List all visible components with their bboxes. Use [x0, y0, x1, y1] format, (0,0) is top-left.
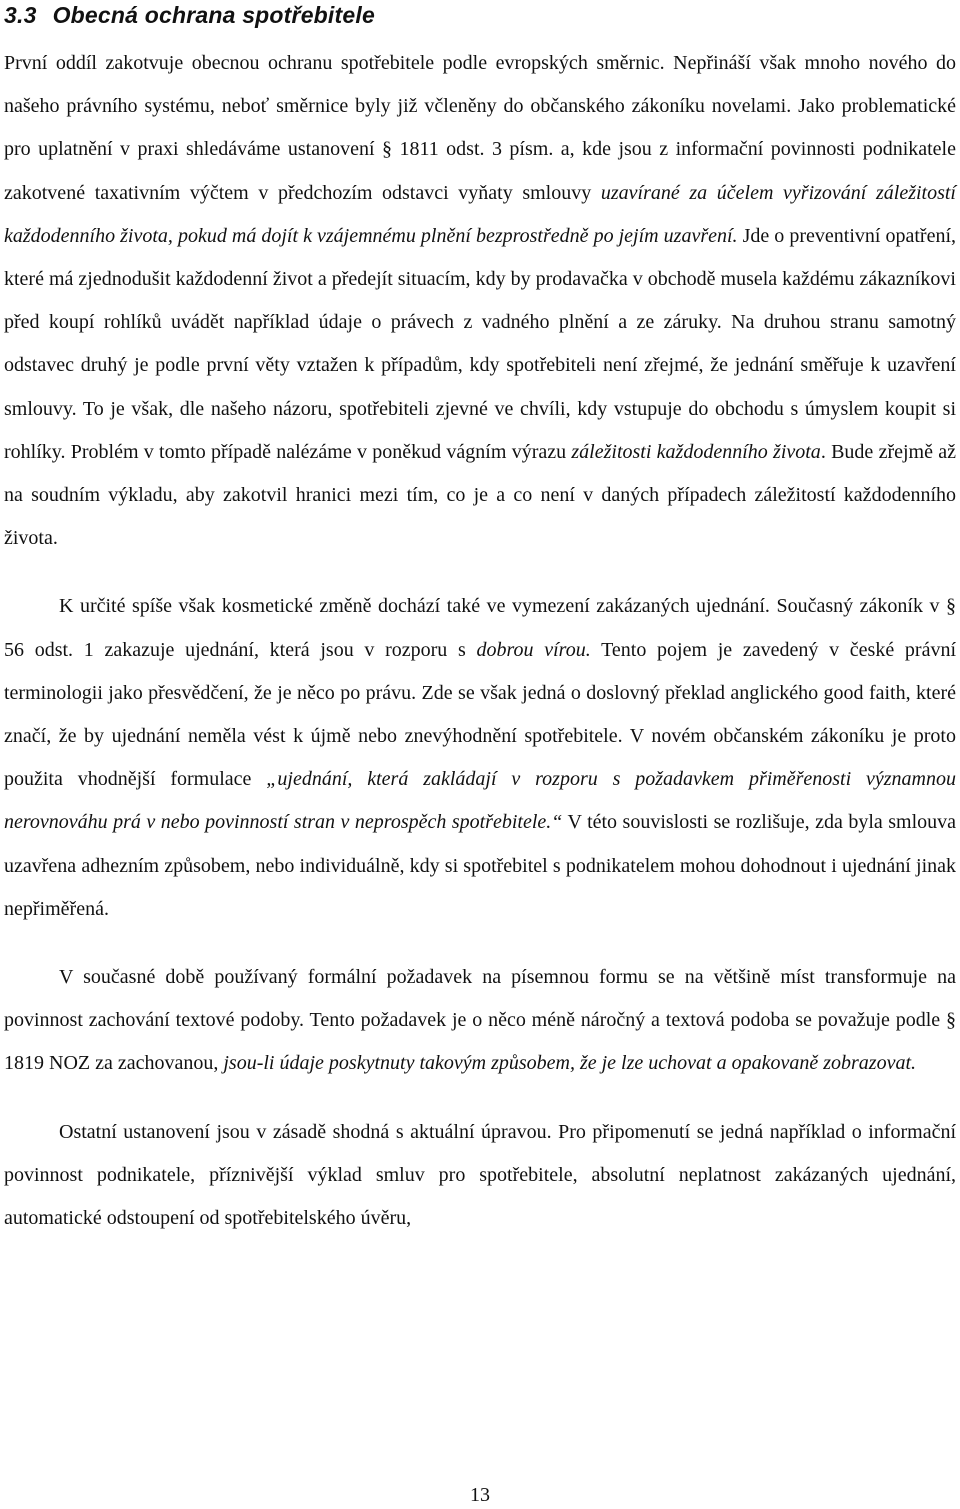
paragraph-2-text-a: K určité spíše však kosmetické změně dochází také ve vymezení zakázaných ujednání. Současný zákoník v § 56 odst. 1 zakazuje ujednání, která jsou v rozporu s [4, 595, 956, 661]
paragraph-4 [4, 1111, 956, 1241]
paragraph-4-text-a: Ostatní ustanovení jsou v zásadě shodná s aktuální úpravou. Pro připomenutí se jedná například o informační povinnost podnikatele, příznivější výklad smluv pro spotřebitele, absolutní neplatnost zakázaných ujednání, automatické odstoupení od spotřebitelského úvěru, [4, 1120, 956, 1230]
section-heading [4, 0, 956, 42]
paragraph-1 [4, 42, 956, 560]
paragraph-3 [4, 956, 956, 1086]
section-title: Obecná ochrana spotřebitele [52, 2, 375, 28]
paragraph-2-quote-a: dobrou vírou. [476, 638, 591, 661]
paragraph-1-text-c: . Bude zřejmě až na soudním výkladu, aby zakotvil hranici mezi tím, co je a co není v daných případech záležitostí každodenního života. [4, 440, 957, 550]
paragraph-gap [4, 931, 956, 956]
paragraph-2-text-b: Tento pojem je zavedený v české právní terminologii jako přesvědčení, že je něco po právu. Zde se však jedná o doslovný překlad anglického good faith, které značí, že by ujednání neměla vést k újmě nebo znevýhodnění spotřebitele. V novém občanském zákoníku je proto použita vhodnější formulace [4, 638, 957, 791]
paragraph-1-quote-a: uzavírané za účelem vyřizování záležitostí každodenního života, pokud má dojít k vzájemnému plnění bezprostředně po jejím uzavření. [4, 181, 956, 247]
paragraph-3-quote-a: jsou-li údaje poskytnuty takovým způsobem, že je lze uchovat a opakovaně zobrazovat. [223, 1052, 917, 1075]
paragraph-3-text-a: V současné době používaný formální požadavek na písemnou formu se na většině míst transformuje na povinnost zachování textové podoby. Tento požadavek je o něco méně náročný a textová podoba se považuje podle § 1819 NOZ za zachovanou, [4, 966, 956, 1075]
document-page [4, 0, 956, 1509]
paragraph-2-text-c: V této souvislosti se rozlišuje, zda byla smlouva uzavřena adhezním způsobem, nebo individuálně, kdy si spotřebitel s podnikatelem mohou dohodnout i ujednání jinak nepřiměřená. [4, 811, 957, 920]
paragraph-gap [4, 1086, 956, 1111]
paragraph-2-quote-b: „ujednání, která zakládají v rozporu s požadavkem přiměřenosti významnou nerovnováhu prá v nebo povinností stran v neprospěch spotřebitele.“ [4, 768, 956, 834]
paragraph-1-quote-b: záležitosti každodenního života [571, 440, 821, 463]
paragraph-gap [4, 560, 956, 585]
page-number: 13 [470, 1484, 490, 1506]
paragraph-1-text-b: Jde o preventivní opatření, které má zjednodušit každodenní život a předejít situacím, kdy by prodavačka v obchodě musela každému zákazníkovi před koupí rohlíků uvádět například údaje o právech z vadného plnění a ze záruky. Na druhou stranu samotný odstavec druhý je podle první věty vztažen k případům, kdy spotřebiteli není zřejmé, že jednání směřuje k uzavření smlouvy. To je však, dle našeho názoru, spotřebiteli zjevné ve chvíli, kdy vstupuje do obchodu s úmyslem koupit si rohlíky. Problém v tomto případě nalézáme v poněkud vágním výrazu [4, 224, 957, 463]
paragraph-1-text-a: První oddíl zakotvuje obecnou ochranu spotřebitele podle evropských směrnic. Nepřináší však mnoho nového do našeho právního systému, neboť směrnice byly již včleněny do občanského zákoníku novelami. Jako problematické pro uplatnění v praxi shledáváme ustanovení § 1811 odst. 3 písm. a, kde jsou z informační povinnosti podnikatele zakotvené taxativním výčtem v předchozím odstavci vyňaty smlouvy [4, 52, 956, 204]
section-number: 3.3 [4, 2, 37, 28]
paragraph-2 [4, 585, 956, 931]
